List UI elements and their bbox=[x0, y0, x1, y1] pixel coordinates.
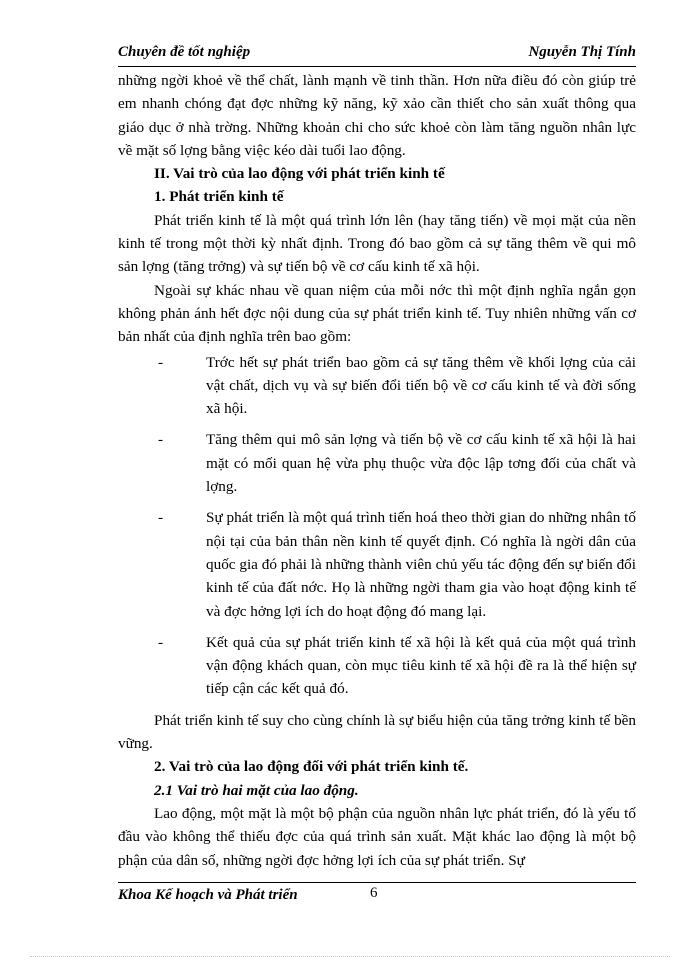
footer-faculty: Khoa Kế hoạch và Phát triển bbox=[118, 887, 298, 903]
paragraph: Ngoài sự khác nhau về quan niệm của mỗi nớc thì một định nghĩa ngắn gọn không phản ánh hết đợc nội dung của sự phát triển kinh tế. Tuy nhiên những vấn cơ bản nhất của định nghĩa trên bao gồm: bbox=[118, 281, 636, 346]
header-author: Nguyễn Thị Tính bbox=[528, 44, 636, 60]
bullet-marker: - bbox=[158, 633, 164, 651]
bullet-item bbox=[118, 428, 636, 498]
bullet-marker: - bbox=[158, 431, 164, 449]
page-number: 6 bbox=[370, 885, 378, 901]
bullet-marker: - bbox=[158, 509, 164, 527]
section-heading: II. Vai trò của lao động với phát triển kinh tế bbox=[154, 165, 445, 183]
paragraph: Lao động, một mặt là một bộ phận của nguồn nhân lực phát triển, đó là yếu tố đầu vào không thể thiếu đợc của quá trình sản xuất. Mặt khác lao động là một bộ phận của dân số, những ngời đợc hởng lợi ích của sự phát triển. Sự bbox=[118, 804, 636, 869]
bullet-text: Sự phát triển là một quá trình tiến hoá theo thời gian do những nhân tố nội tại của bản thân nền kinh tế quyết định. Có nghĩa là ngời dân của quốc gia đó phải là những thành viên chủ yếu tác động đến sự biến đổi kinh tế của đất nớc. Họ là những ngời tham gia vào hoạt động kinh tế và đợc hởng lợi ích do hoạt động đó mang lại. bbox=[206, 509, 636, 620]
header-title: Chuyên đề tốt nghiệp bbox=[118, 44, 251, 60]
page-header bbox=[118, 42, 636, 67]
paragraph: Phát triển kinh tế là một quá trình lớn lên (hay tăng tiến) về mọi mặt của nền kinh tế trong một thời kỳ nhất định. Trong đó bao gồm cả sự tăng thêm về qui mô sản lợng (tăng trởng) và sự tiến bộ về cơ cấu kinh tế xã hội. bbox=[118, 211, 636, 276]
bullet-item bbox=[118, 506, 636, 622]
bullet-marker: - bbox=[158, 353, 164, 371]
bullet-item bbox=[118, 631, 636, 701]
subsubsection-heading: 2.1 Vai trò hai mặt của lao động. bbox=[154, 781, 359, 799]
paragraph: những ngời khoẻ về thể chất, lành mạnh về tinh thần. Hơn nữa điều đó còn giúp trẻ em nhanh chóng đạt đợc những kỹ năng, kỹ xảo cần thiết cho sản xuất thông qua giáo dục ở nhà trờng. Những khoản chi cho sức khoẻ còn làm tăng nguồn nhân lực về mặt số lợng bằng việc kéo dài tuổi lao động. bbox=[118, 72, 636, 159]
bullet-item bbox=[118, 351, 636, 421]
bullet-text: Kết quả của sự phát triển kinh tế xã hội là kết quả của một quá trình vận động khách quan, còn mục tiêu kinh tế xã hội đề ra là thể hiện sự tiếp cận các kết quả đó. bbox=[206, 633, 636, 698]
bullet-text: Trớc hết sự phát triển bao gồm cả sự tăng thêm về khối lợng của cải vật chất, dịch vụ và sự biến đổi tiến bộ về cơ cấu kinh tế và đời sống xã hội. bbox=[206, 353, 636, 418]
subsection-heading: 2. Vai trò của lao động đối với phát triển kinh tế. bbox=[154, 758, 469, 776]
subsection-heading: 1. Phát triển kinh tế bbox=[154, 188, 284, 206]
bullet-text: Tăng thêm qui mô sản lợng và tiến bộ về cơ cấu kinh tế xã hội là hai mặt có mối quan hệ vừa phụ thuộc vừa độc lập tơng đối của chất và lợng. bbox=[206, 431, 636, 496]
page-footer bbox=[118, 882, 636, 903]
page-break-divider bbox=[30, 956, 670, 957]
paragraph: Phát triển kinh tế suy cho cùng chính là sự biểu hiện của tăng trởng kinh tế bền vững. bbox=[118, 711, 636, 753]
document-body bbox=[118, 69, 636, 872]
